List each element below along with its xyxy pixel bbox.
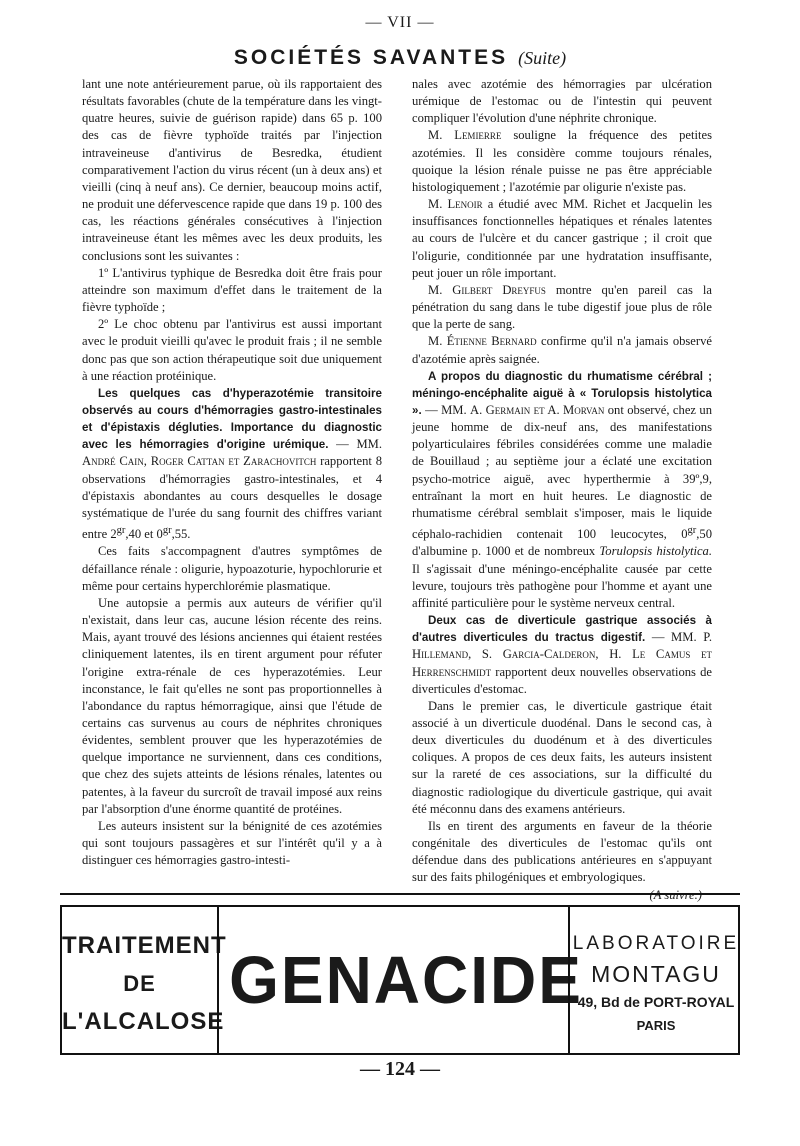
paragraph: 2º Le choc obtenu par l'antivirus est aussi important avec le produit vieilli qu'avec le produit frais ; il ne semble donc pas que son action thérapeutique soit due uniquement à une réaction protéinique. [82, 317, 382, 383]
dash: — MM. [421, 402, 471, 417]
paragraph [412, 196, 712, 282]
running-head [0, 46, 800, 70]
ad-top-rule [60, 893, 740, 895]
paragraph: nales avec azotémie des hémorragies par ulcération urémique de l'estomac ou de l'intestin qui peuvent compliquer l'évolution d'une néphrite chronique. [412, 77, 712, 126]
unit-sup: gr [116, 525, 126, 537]
ad-divider [217, 907, 219, 1053]
paragraph [412, 282, 712, 333]
dash: — MM. [645, 630, 704, 645]
article-text: ,55. [171, 527, 191, 542]
article-entry [412, 368, 712, 612]
paragraph: Dans le premier cas, le diverticule gastrique était associé à un diverticule duodénal. Dans le second cas, à deux diverticules du duodénum et à des diverticules coliques. A propos de ces deux faits, les auteurs insistent sur la rareté de ces associations, sur la difficulté du diagnostic radiologique du diverticule gastrique, qui avait été méconnu dans des examens antérieurs. [412, 698, 712, 816]
ad-brand: GENACIDE [229, 942, 583, 1018]
article-text: ,40 et 0 [125, 527, 163, 542]
article-title: A propos du diagnostic du rhumatisme cérébral ; méningo-encéphalite aiguë à « Torulopsis histolytica ». [412, 369, 712, 417]
article-title: Deux cas de diverticule gastrique associés à d'autres diverticules du tractus digestif. [412, 614, 712, 645]
paragraph-text: confirme qu'il n'a jamais observé d'azotémie après saignée. [412, 334, 712, 366]
dash: — MM. [328, 437, 382, 452]
speaker-name: M. Lenoir [428, 197, 483, 212]
article-entry [82, 385, 382, 544]
paragraph: lant une note antérieurement parue, où ils rapportaient des résultats favorables (chute de la température dans les vingt-quatre heures, suivie de guérison rapide) dans 65 p. 100 des cas de fièvre typhoïde traités par l'injection intraveineuse d'antivirus de Besredka, étudient comparativement l'action du virus récent (un à deux ans) et vieilli (cinq à neuf ans). Ce dernier, beaucoup moins actif, ne produit une défervescence rapide que dans 19 p. 100 des cas, les réactions générales consécutives à l'injection intraveineuse étant les mêmes avec les deux produits, les conclusions sont les suivantes : [82, 77, 382, 263]
italic-term: Torulopsis histolytica. [599, 544, 712, 559]
paragraph: Une autopsie a permis aux auteurs de vérifier qu'il n'existait, dans leur cas, aucune lésion récente des reins. Mais, ayant trouvé des lésions anciennes qui étaient restées cliniquement latentes, ils en tirent argument pour réfuter l'origine extra-rénale de ces hyperazotémies. Leur inconstance, le fait qu'elles ne sont pas proportionnelles à l'abondance du raptus hémorragique, ainsi que l'étude de certains cas survenus au cours de néphrites chroniques évidentes, semblent prouver que les hyperazotémies de quelque importance ne surviennent, dans ces conditions, que chez des sujets atteints de lésions rénales, latentes ou patentes, à la faveur du surcroît de travail imposé aux reins par l'absorption d'une énorme quantité de protéines. [82, 595, 382, 816]
unit-sup: gr [162, 525, 172, 537]
ad-lab-city: PARIS [636, 1018, 676, 1033]
article-text: Il s'agissait d'une méningo-encéphalite causée par cette levure, toujours très pathogène pour l'homme et ayant une affinité particulière pour le système nerveux central. [412, 561, 712, 610]
paragraph: Les auteurs insistent sur la bénignité de ces azotémies qui sont toujours passagères et sur l'intérêt qu'il y a à distinguer ces hémorragies gastro-intesti- [82, 818, 382, 868]
ad-left-line: L'ALCALOSE [62, 1008, 225, 1035]
section-suite: (Suite) [518, 48, 567, 68]
article-authors: P. Hillemand, S. Garcia-Calderon, H. Le Camus et Herrenschmidt [412, 630, 712, 679]
paragraph [412, 127, 712, 196]
roman-page-number: — VII — [365, 14, 435, 31]
ad-lab-name: LABORATOIRE [572, 933, 740, 954]
paragraph: Ces faits s'accompagnent d'autres symptômes de défaillance rénale : oligurie, hypoazoturie, hypochlorurie et même pour certains hyperchlorémie plasmatique. [82, 544, 382, 593]
article-text: ont observé, chez un jeune homme de dix-neuf ans, des manifestations polyarticulaires fébriles considérées comme une maladie de Bouillaud ; au septième jour a éclaté une excitation psycho-motrice aiguë, avec hyperthermie à 39º,9, entraînant la mort en huit heures. Le diagnostic de rhumatisme cérébral semblait s'imposer, mais le liquide céphalo-rachidien contenait 100 leucocytes, 0 [412, 402, 712, 542]
section-title: SOCIÉTÉS SAVANTES [233, 46, 509, 69]
article-entry [412, 612, 712, 698]
unit-sup: gr [687, 525, 697, 537]
paragraph-text: souligne la fréquence des petites azotémies. Il les considère comme toujours rénales, quoique la lésion rénale puisse ne pas être appréciable histologiquement ; l'azotémie par oligurie n'existe pas. [412, 128, 712, 194]
paragraph: 1º L'antivirus typhique de Besredka doit être frais pour atteindre son maximum d'effet dans le traitement de la fièvre typhoïde ; [82, 265, 382, 315]
right-column [412, 76, 712, 904]
to-be-continued: (A suivre.) [649, 887, 702, 902]
page-number: — 124 — [360, 1058, 440, 1080]
speaker-name: M. Gilbert Dreyfus [428, 282, 546, 297]
article-authors: André Cain, Roger Cattan et Zarachovitch [82, 454, 317, 469]
article-text: rapportent deux nouvelles observations de diverticules d'estomac. [412, 664, 712, 696]
ad-left-line: TRAITEMENT [62, 932, 227, 959]
article-title: Les quelques cas d'hyperazotémie transitoire observés au cours d'hémorragies gastro-intestinales et d'épistaxis dégluties. Importance du diagnostic avec les hémorragies d'origine urémique. [82, 386, 382, 452]
advertisement [60, 905, 740, 1055]
left-column [82, 76, 382, 869]
speaker-name: M. Étienne Bernard [428, 334, 537, 349]
paragraph: Ils en tirent des arguments en faveur de la théorie congénitale des diverticules de l'estomac qu'ils ont défendue dans des publications antérieures en s'appuyant sur des faits philogéniques et embryologiques. [412, 818, 712, 885]
ad-lab-address: 49, Bd de PORT-ROYAL [577, 994, 735, 1010]
paragraph [412, 333, 712, 367]
ad-left-panel [62, 907, 227, 1053]
ad-right-panel [570, 907, 742, 1053]
paragraph-text: a étudié avec MM. Richet et Jacquelin les insuffisances fonctionnelles hépatiques et rénales latentes au cours de l'ulcère et du cancer gastrique ; il croit que l'oligurie, conditionnée par une hydratation insuffisante, peut jouer un rôle important. [412, 197, 713, 280]
ad-lab-name: MONTAGU [591, 961, 721, 987]
article-text: ,50 d'albumine p. 1000 et de nombreux [412, 527, 712, 559]
article-text: rapportent 8 observations d'hémorragies gastro-intestinales, et 4 d'épistaxis abondantes au cours desquelles le dosage systématique de l'urée du sang fournit des chiffres variant entre 2 [82, 454, 382, 542]
article-authors: A. Germain et A. Morvan [470, 402, 605, 417]
paragraph-text: montre qu'en pareil cas la pénétration du sang dans le tube digestif joue plus de rôle que la perte de sang. [412, 282, 712, 332]
speaker-name: M. Lemierre [428, 128, 502, 143]
ad-left-line: DE [123, 971, 156, 996]
